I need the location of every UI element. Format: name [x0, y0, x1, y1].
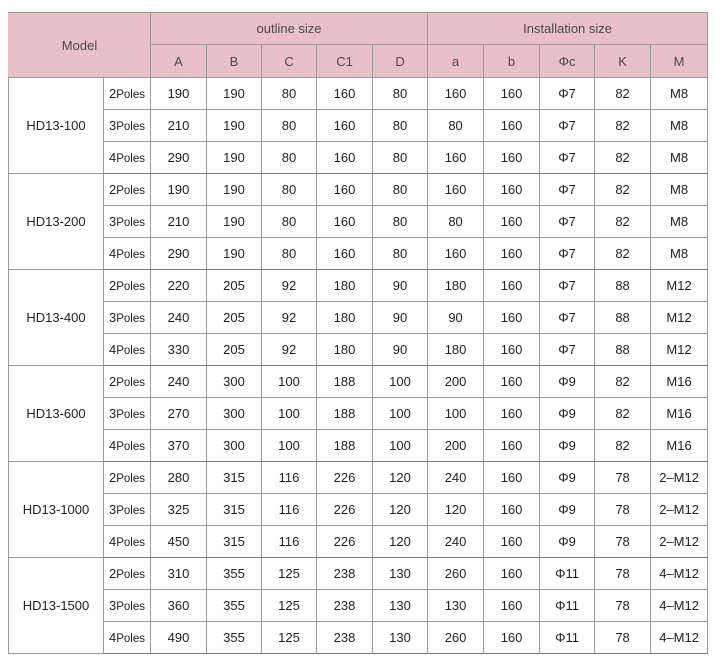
- value-cell-k: 82: [595, 238, 651, 270]
- poles-number: 3: [109, 310, 117, 325]
- value-cell-k: 88: [595, 270, 651, 302]
- value-cell-b: 190: [207, 78, 262, 110]
- value-cell-a: 240: [151, 302, 207, 334]
- value-cell-b: 160: [484, 206, 540, 238]
- column-header: M: [651, 45, 708, 78]
- value-cell-c1: 160: [317, 142, 373, 174]
- value-cell-c1: 226: [317, 494, 373, 526]
- column-header: a: [428, 45, 484, 78]
- value-cell-b: 205: [207, 270, 262, 302]
- value-cell-a: 490: [151, 622, 207, 654]
- value-cell-c1: 180: [317, 270, 373, 302]
- value-cell-m: M8: [651, 78, 708, 110]
- table-row: [9, 334, 708, 366]
- model-name: HD13-100: [9, 78, 104, 174]
- value-cell-d: 100: [373, 430, 428, 462]
- value-cell-c: 116: [262, 494, 317, 526]
- poles-unit: Poles: [116, 505, 146, 517]
- poles-cell: [104, 398, 151, 430]
- column-header: D: [373, 45, 428, 78]
- value-cell-a: 280: [151, 462, 207, 494]
- value-cell-b: 355: [207, 558, 262, 590]
- poles-cell: [104, 238, 151, 270]
- poles-number: 2: [109, 470, 117, 485]
- table-row: [9, 462, 708, 494]
- value-cell-m: 4–M12: [651, 590, 708, 622]
- value-cell-k: 82: [595, 206, 651, 238]
- value-cell-a: 80: [428, 110, 484, 142]
- value-cell-c: Φ11: [540, 558, 595, 590]
- poles-cell: [104, 302, 151, 334]
- value-cell-c: Φ9: [540, 398, 595, 430]
- poles-unit: Poles: [116, 249, 146, 261]
- value-cell-c: 125: [262, 558, 317, 590]
- model-name: HD13-400: [9, 270, 104, 366]
- value-cell-b: 315: [207, 526, 262, 558]
- installation-size-header: Installation size: [428, 13, 708, 45]
- table-row: [9, 430, 708, 462]
- value-cell-c1: 180: [317, 334, 373, 366]
- value-cell-a: 240: [151, 366, 207, 398]
- value-cell-a: 325: [151, 494, 207, 526]
- value-cell-c: 80: [262, 174, 317, 206]
- value-cell-a: 160: [428, 142, 484, 174]
- value-cell-k: 78: [595, 462, 651, 494]
- poles-cell: [104, 494, 151, 526]
- poles-unit: Poles: [116, 473, 146, 485]
- table-body: [9, 78, 708, 654]
- value-cell-a: 260: [428, 622, 484, 654]
- table-header: [9, 13, 708, 78]
- value-cell-k: 82: [595, 78, 651, 110]
- poles-number: 2: [109, 566, 117, 581]
- value-cell-c: Φ7: [540, 334, 595, 366]
- value-cell-c1: 188: [317, 366, 373, 398]
- value-cell-c1: 188: [317, 398, 373, 430]
- poles-cell: [104, 206, 151, 238]
- value-cell-a: 190: [151, 174, 207, 206]
- value-cell-c: 80: [262, 238, 317, 270]
- poles-unit: Poles: [116, 185, 146, 197]
- value-cell-m: 2–M12: [651, 494, 708, 526]
- value-cell-b: 205: [207, 334, 262, 366]
- poles-number: 3: [109, 598, 117, 613]
- value-cell-b: 190: [207, 238, 262, 270]
- value-cell-b: 355: [207, 590, 262, 622]
- value-cell-m: 2–M12: [651, 526, 708, 558]
- value-cell-a: 240: [428, 526, 484, 558]
- value-cell-c: 92: [262, 334, 317, 366]
- poles-unit: Poles: [116, 601, 146, 613]
- value-cell-c: 116: [262, 526, 317, 558]
- poles-cell: [104, 142, 151, 174]
- value-cell-c: Φ9: [540, 430, 595, 462]
- value-cell-d: 80: [373, 238, 428, 270]
- value-cell-d: 80: [373, 206, 428, 238]
- poles-number: 4: [109, 342, 117, 357]
- value-cell-b: 190: [207, 174, 262, 206]
- value-cell-k: 82: [595, 398, 651, 430]
- value-cell-k: 82: [595, 174, 651, 206]
- value-cell-a: 450: [151, 526, 207, 558]
- value-cell-b: 160: [484, 398, 540, 430]
- value-cell-c: 116: [262, 462, 317, 494]
- table-row: [9, 270, 708, 302]
- value-cell-b: 300: [207, 366, 262, 398]
- poles-cell: [104, 334, 151, 366]
- poles-unit: Poles: [116, 409, 146, 421]
- value-cell-a: 100: [428, 398, 484, 430]
- table-row: [9, 302, 708, 334]
- value-cell-d: 100: [373, 366, 428, 398]
- value-cell-a: 120: [428, 494, 484, 526]
- value-cell-c: 80: [262, 78, 317, 110]
- value-cell-m: M16: [651, 366, 708, 398]
- value-cell-d: 80: [373, 110, 428, 142]
- value-cell-d: 120: [373, 526, 428, 558]
- table-row: [9, 78, 708, 110]
- dimension-table: [8, 12, 708, 654]
- value-cell-k: 88: [595, 334, 651, 366]
- value-cell-a: 360: [151, 590, 207, 622]
- poles-unit: Poles: [116, 633, 146, 645]
- value-cell-c: Φ7: [540, 270, 595, 302]
- value-cell-c: Φ7: [540, 142, 595, 174]
- value-cell-d: 130: [373, 622, 428, 654]
- value-cell-a: 200: [428, 366, 484, 398]
- poles-unit: Poles: [116, 537, 146, 549]
- value-cell-c1: 160: [317, 78, 373, 110]
- value-cell-k: 88: [595, 302, 651, 334]
- poles-unit: Poles: [116, 153, 146, 165]
- value-cell-b: 190: [207, 206, 262, 238]
- value-cell-m: 4–M12: [651, 622, 708, 654]
- value-cell-m: 4–M12: [651, 558, 708, 590]
- value-cell-c: Φ7: [540, 174, 595, 206]
- value-cell-m: M16: [651, 430, 708, 462]
- value-cell-a: 80: [428, 206, 484, 238]
- poles-cell: [104, 558, 151, 590]
- value-cell-b: 160: [484, 366, 540, 398]
- value-cell-a: 160: [428, 78, 484, 110]
- value-cell-b: 160: [484, 462, 540, 494]
- value-cell-a: 260: [428, 558, 484, 590]
- poles-cell: [104, 270, 151, 302]
- value-cell-d: 120: [373, 494, 428, 526]
- value-cell-m: M8: [651, 110, 708, 142]
- value-cell-a: 160: [428, 174, 484, 206]
- value-cell-k: 78: [595, 558, 651, 590]
- table-row: [9, 238, 708, 270]
- column-header: C: [262, 45, 317, 78]
- value-cell-c: 80: [262, 206, 317, 238]
- table-row: [9, 366, 708, 398]
- value-cell-c: Φ7: [540, 78, 595, 110]
- model-name: HD13-200: [9, 174, 104, 270]
- column-header: C1: [317, 45, 373, 78]
- table-row: [9, 398, 708, 430]
- poles-number: 3: [109, 118, 117, 133]
- model-name: HD13-1500: [9, 558, 104, 654]
- poles-number: 3: [109, 502, 117, 517]
- value-cell-d: 120: [373, 462, 428, 494]
- value-cell-b: 160: [484, 78, 540, 110]
- value-cell-m: M8: [651, 174, 708, 206]
- value-cell-b: 190: [207, 110, 262, 142]
- value-cell-b: 160: [484, 142, 540, 174]
- value-cell-c1: 160: [317, 110, 373, 142]
- model-name: HD13-1000: [9, 462, 104, 558]
- value-cell-m: M12: [651, 334, 708, 366]
- value-cell-m: M12: [651, 302, 708, 334]
- value-cell-k: 82: [595, 142, 651, 174]
- table-row: [9, 110, 708, 142]
- poles-cell: [104, 430, 151, 462]
- value-cell-a: 180: [428, 270, 484, 302]
- poles-cell: [104, 590, 151, 622]
- value-cell-c1: 160: [317, 238, 373, 270]
- poles-number: 4: [109, 534, 117, 549]
- poles-cell: [104, 78, 151, 110]
- value-cell-c: Φ7: [540, 238, 595, 270]
- value-cell-k: 82: [595, 366, 651, 398]
- poles-unit: Poles: [116, 281, 146, 293]
- poles-number: 3: [109, 214, 117, 229]
- value-cell-c: Φ9: [540, 494, 595, 526]
- poles-unit: Poles: [116, 345, 146, 357]
- value-cell-a: 210: [151, 206, 207, 238]
- value-cell-b: 205: [207, 302, 262, 334]
- value-cell-d: 80: [373, 78, 428, 110]
- value-cell-b: 160: [484, 334, 540, 366]
- poles-unit: Poles: [116, 121, 146, 133]
- value-cell-a: 290: [151, 142, 207, 174]
- poles-unit: Poles: [116, 217, 146, 229]
- poles-unit: Poles: [116, 569, 146, 581]
- value-cell-c: Φ9: [540, 366, 595, 398]
- value-cell-a: 210: [151, 110, 207, 142]
- poles-number: 2: [109, 182, 117, 197]
- value-cell-c: Φ7: [540, 302, 595, 334]
- poles-cell: [104, 110, 151, 142]
- poles-number: 3: [109, 406, 117, 421]
- value-cell-b: 160: [484, 270, 540, 302]
- poles-number: 2: [109, 374, 117, 389]
- model-name: HD13-600: [9, 366, 104, 462]
- value-cell-c: 100: [262, 366, 317, 398]
- table-row: [9, 526, 708, 558]
- value-cell-a: 90: [428, 302, 484, 334]
- value-cell-c1: 238: [317, 622, 373, 654]
- value-cell-c: 100: [262, 430, 317, 462]
- value-cell-c1: 226: [317, 462, 373, 494]
- value-cell-m: M8: [651, 142, 708, 174]
- value-cell-k: 82: [595, 430, 651, 462]
- value-cell-d: 80: [373, 174, 428, 206]
- column-header: A: [151, 45, 207, 78]
- table-row: [9, 558, 708, 590]
- value-cell-c1: 160: [317, 206, 373, 238]
- value-cell-b: 160: [484, 174, 540, 206]
- value-cell-k: 78: [595, 590, 651, 622]
- poles-unit: Poles: [116, 313, 146, 325]
- poles-cell: [104, 462, 151, 494]
- value-cell-c: Φ7: [540, 206, 595, 238]
- value-cell-b: 160: [484, 302, 540, 334]
- value-cell-c1: 238: [317, 558, 373, 590]
- value-cell-m: M8: [651, 206, 708, 238]
- value-cell-c: 125: [262, 590, 317, 622]
- value-cell-b: 300: [207, 398, 262, 430]
- value-cell-a: 160: [428, 238, 484, 270]
- value-cell-k: 78: [595, 622, 651, 654]
- value-cell-c: 80: [262, 110, 317, 142]
- value-cell-a: 190: [151, 78, 207, 110]
- value-cell-a: 200: [428, 430, 484, 462]
- value-cell-d: 80: [373, 142, 428, 174]
- value-cell-c: Φ9: [540, 526, 595, 558]
- value-cell-b: 300: [207, 430, 262, 462]
- value-cell-c: 92: [262, 302, 317, 334]
- value-cell-d: 90: [373, 334, 428, 366]
- value-cell-a: 310: [151, 558, 207, 590]
- value-cell-c1: 226: [317, 526, 373, 558]
- value-cell-c: 80: [262, 142, 317, 174]
- value-cell-c: Φ11: [540, 622, 595, 654]
- column-header: b: [484, 45, 540, 78]
- value-cell-m: M8: [651, 238, 708, 270]
- column-header: Φc: [540, 45, 595, 78]
- value-cell-m: M12: [651, 270, 708, 302]
- value-cell-m: 2–M12: [651, 462, 708, 494]
- value-cell-b: 160: [484, 558, 540, 590]
- value-cell-b: 160: [484, 622, 540, 654]
- value-cell-b: 160: [484, 110, 540, 142]
- value-cell-c1: 188: [317, 430, 373, 462]
- value-cell-b: 160: [484, 494, 540, 526]
- value-cell-c1: 238: [317, 590, 373, 622]
- value-cell-b: 160: [484, 238, 540, 270]
- value-cell-d: 130: [373, 590, 428, 622]
- value-cell-b: 160: [484, 590, 540, 622]
- value-cell-a: 370: [151, 430, 207, 462]
- value-cell-b: 160: [484, 526, 540, 558]
- table-row: [9, 142, 708, 174]
- value-cell-a: 270: [151, 398, 207, 430]
- outline-size-header: outline size: [151, 13, 428, 45]
- poles-number: 2: [109, 86, 117, 101]
- poles-cell: [104, 526, 151, 558]
- value-cell-c: 100: [262, 398, 317, 430]
- poles-number: 4: [109, 150, 117, 165]
- column-header: B: [207, 45, 262, 78]
- value-cell-k: 78: [595, 526, 651, 558]
- value-cell-d: 100: [373, 398, 428, 430]
- poles-unit: Poles: [116, 377, 146, 389]
- poles-number: 2: [109, 278, 117, 293]
- value-cell-a: 220: [151, 270, 207, 302]
- value-cell-k: 82: [595, 110, 651, 142]
- column-header: K: [595, 45, 651, 78]
- poles-unit: Poles: [116, 89, 146, 101]
- value-cell-b: 190: [207, 142, 262, 174]
- table-row: [9, 622, 708, 654]
- poles-cell: [104, 174, 151, 206]
- value-cell-d: 90: [373, 302, 428, 334]
- value-cell-c: Φ11: [540, 590, 595, 622]
- value-cell-b: 315: [207, 494, 262, 526]
- value-cell-c: 92: [262, 270, 317, 302]
- poles-unit: Poles: [116, 441, 146, 453]
- value-cell-m: M16: [651, 398, 708, 430]
- value-cell-d: 90: [373, 270, 428, 302]
- value-cell-a: 180: [428, 334, 484, 366]
- table-row: [9, 590, 708, 622]
- value-cell-c1: 180: [317, 302, 373, 334]
- value-cell-a: 290: [151, 238, 207, 270]
- value-cell-c: Φ7: [540, 110, 595, 142]
- value-cell-b: 355: [207, 622, 262, 654]
- poles-cell: [104, 366, 151, 398]
- table-row: [9, 206, 708, 238]
- value-cell-a: 240: [428, 462, 484, 494]
- value-cell-b: 315: [207, 462, 262, 494]
- poles-cell: [104, 622, 151, 654]
- table-row: [9, 174, 708, 206]
- value-cell-b: 160: [484, 430, 540, 462]
- model-header: Model: [9, 13, 151, 78]
- value-cell-c: Φ9: [540, 462, 595, 494]
- table-row: [9, 494, 708, 526]
- value-cell-d: 130: [373, 558, 428, 590]
- value-cell-a: 330: [151, 334, 207, 366]
- poles-number: 4: [109, 438, 117, 453]
- poles-number: 4: [109, 630, 117, 645]
- value-cell-c: 125: [262, 622, 317, 654]
- value-cell-k: 78: [595, 494, 651, 526]
- value-cell-a: 130: [428, 590, 484, 622]
- value-cell-c1: 160: [317, 174, 373, 206]
- poles-number: 4: [109, 246, 117, 261]
